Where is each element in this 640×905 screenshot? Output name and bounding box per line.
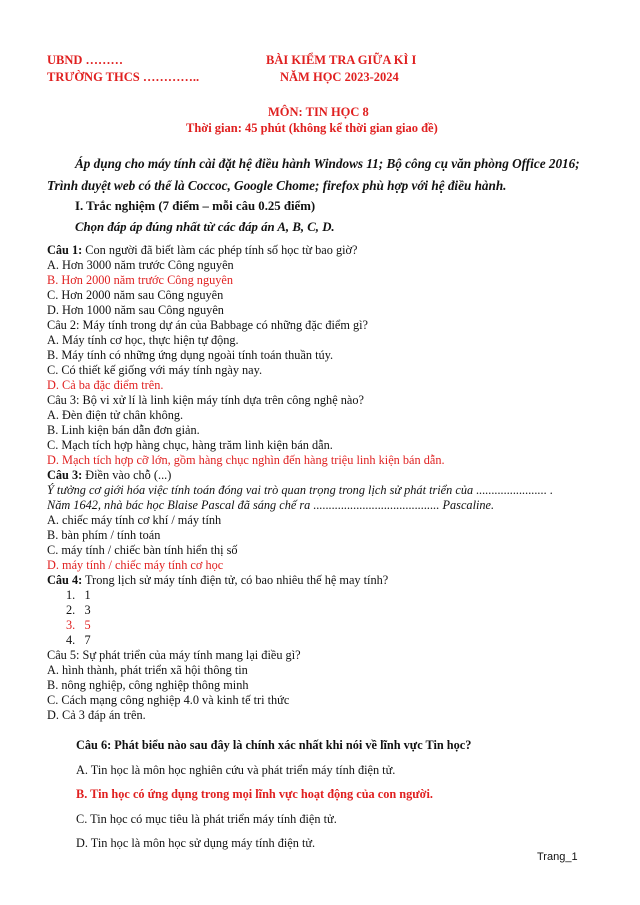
- header-left-2: TRƯỜNG THCS …………..: [47, 70, 200, 84]
- q6-option-c: C. Tin học có mục tiêu là phát triển máy tính điện tử.: [76, 812, 337, 826]
- q5-option-a: A. hình thành, phát triển xã hội thông tin: [47, 663, 248, 677]
- section-instruction: Chọn đáp áp đúng nhất từ các đáp án A, B, C, D.: [75, 220, 335, 234]
- q3b-option-c: C. máy tính / chiếc bàn tính hiển thị số: [47, 543, 238, 557]
- q3b-body-2: Năm 1642, nhà bác học Blaise Pascal đã sáng chế ra ......................................... Pascaline.: [47, 498, 495, 512]
- q6-option-b: B. Tin học có ứng dụng trong mọi lĩnh vực hoạt động của con người.: [76, 787, 433, 801]
- q3b-option-d: D. máy tính / chiếc máy tính cơ học: [47, 558, 224, 572]
- q4-option-2-num: 2.: [66, 603, 76, 617]
- q2-option-b: B. Máy tính có những ứng dụng ngoài tính toán thuần túy.: [47, 348, 334, 362]
- q4-option-3-num: 3.: [66, 618, 76, 632]
- q4-option-2: [66, 603, 91, 618]
- time-line: Thời gian: 45 phút (không kể thời gian giao đề): [186, 121, 438, 135]
- q2-option-c: C. Có thiết kế giống với máy tính ngày nay.: [47, 363, 263, 377]
- q3b-option-b: B. bàn phím / tính toán: [47, 528, 161, 542]
- q6-option-d: D. Tin học là môn học sử dụng máy tính điện tử.: [76, 836, 316, 850]
- q3a-option-b: B. Linh kiện bán dẫn đơn giản.: [47, 423, 200, 437]
- header-right-2: NĂM HỌC 2023-2024: [280, 70, 399, 84]
- q5-option-b: B. nông nghiệp, công nghiệp thông minh: [47, 678, 249, 692]
- question-3b-text: Điền vào chỗ (...): [82, 468, 172, 482]
- question-4: [47, 573, 388, 587]
- question-3a: Câu 3: Bộ vi xử lí là linh kiện máy tính dựa trên công nghệ nào?: [47, 393, 364, 407]
- question-3b-label: Câu 3:: [47, 468, 83, 482]
- q3a-option-a: A. Đèn điện tử chân không.: [47, 408, 184, 422]
- header-left-1: UBND ………: [47, 53, 124, 67]
- subject-title: MÔN: TIN HỌC 8: [268, 105, 369, 119]
- q1-option-c: C. Hơn 2000 năm sau Công nguyên: [47, 288, 224, 302]
- q4-option-3-val: 5: [84, 618, 91, 632]
- q3a-option-c: C. Mạch tích hợp hàng chục, hàng trăm linh kiện bán dẫn.: [47, 438, 333, 452]
- q4-option-4: [66, 633, 91, 648]
- q5-option-d: D. Cả 3 đáp án trên.: [47, 708, 146, 722]
- q1-option-d: D. Hơn 1000 năm sau Công nguyên: [47, 303, 224, 317]
- q3b-option-a: A. chiếc máy tính cơ khí / máy tính: [47, 513, 222, 527]
- intro-line-1: Áp dụng cho máy tính cài đặt hệ điều hành Windows 11; Bộ công cụ văn phòng Office 2016;: [75, 156, 580, 171]
- q5-option-c: C. Cách mạng công nghiệp 4.0 và kinh tế tri thức: [47, 693, 290, 707]
- question-2: Câu 2: Máy tính trong dự án của Babbage có những đặc điểm gì?: [47, 318, 369, 332]
- q2-option-a: A. Máy tính cơ học, thực hiện tự động.: [47, 333, 239, 347]
- section-title: I. Trắc nghiệm (7 điểm – mỗi câu 0.25 điểm): [75, 199, 316, 213]
- q1-option-a: A. Hơn 3000 năm trước Công nguyên: [47, 258, 234, 272]
- question-5: Câu 5: Sự phát triển của máy tính mang lại điều gì?: [47, 648, 301, 662]
- q3a-option-d: D. Mạch tích hợp cỡ lớn, gồm hàng chục nghìn đến hàng triệu linh kiện bán dẫn.: [47, 453, 445, 467]
- q4-option-3: [66, 618, 91, 633]
- q1-option-b: B. Hơn 2000 năm trước Công nguyên: [47, 273, 234, 287]
- q3b-body-1: Ý tưởng cơ giới hóa việc tính toán đóng vai trò quan trọng trong lịch sử phát triển của ....................... .: [47, 483, 554, 497]
- question-6: Câu 6: Phát biểu nào sau đây là chính xác nhất khi nói về lĩnh vực Tin học?: [76, 738, 472, 752]
- question-1-label: Câu 1:: [47, 243, 83, 257]
- question-4-label: Câu 4:: [47, 573, 83, 587]
- q4-option-2-val: 3: [84, 603, 91, 617]
- q4-option-4-val: 7: [84, 633, 91, 647]
- question-3b: [47, 468, 171, 482]
- header-right-1: BÀI KIỂM TRA GIỮA KÌ I: [266, 53, 417, 67]
- intro-line-2: Trình duyệt web có thể là Coccoc, Google Chome; firefox phù hợp với hệ điều hành.: [47, 178, 507, 193]
- q4-option-1: [66, 588, 91, 603]
- page-number: Trang_1: [537, 851, 578, 863]
- q4-option-1-num: 1.: [66, 588, 76, 602]
- question-4-text: Trong lịch sử máy tính điện tử, có bao nhiêu thế hệ may tính?: [82, 573, 389, 587]
- question-1: [47, 243, 357, 257]
- q2-option-d: D. Cả ba đặc điểm trên.: [47, 378, 164, 392]
- q6-option-a: A. Tin học là môn học nghiên cứu và phát triển máy tính điện tử.: [76, 763, 396, 777]
- question-1-text: Con người đã biết làm các phép tính số học từ bao giờ?: [82, 243, 358, 257]
- q4-option-1-val: 1: [84, 588, 91, 602]
- q4-option-4-num: 4.: [66, 633, 76, 647]
